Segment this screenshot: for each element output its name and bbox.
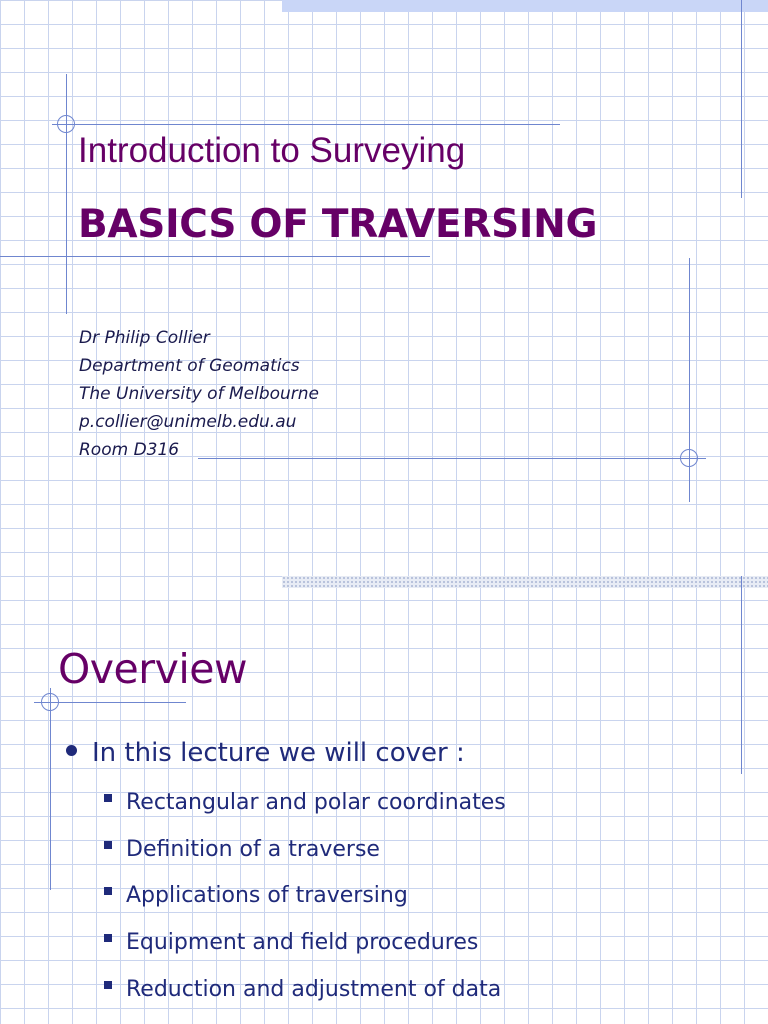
list-item-text: Equipment and field procedures bbox=[126, 930, 479, 955]
decor-hline-top bbox=[52, 124, 560, 125]
decor-circle-top bbox=[57, 115, 75, 133]
decor-hline-mid bbox=[0, 256, 430, 257]
list-item bbox=[104, 790, 506, 815]
main-bullet-text: In this lecture we will cover : bbox=[92, 738, 465, 768]
decor-vline-right-top bbox=[741, 0, 742, 198]
author-email: p.collier@unimelb.edu.au bbox=[79, 412, 297, 432]
list-item bbox=[104, 930, 478, 955]
list-item bbox=[104, 883, 408, 908]
author-name: Dr Philip Collier bbox=[79, 328, 210, 348]
author-university: The University of Melbourne bbox=[79, 384, 320, 404]
author-room: Room D316 bbox=[79, 440, 180, 460]
bullet-dot-icon bbox=[66, 745, 77, 756]
author-block bbox=[79, 324, 319, 464]
decor-vline-left bbox=[66, 74, 67, 314]
decor-vline-left bbox=[50, 688, 51, 890]
square-bullet-icon bbox=[104, 934, 112, 942]
square-bullet-icon bbox=[104, 794, 112, 802]
decor-circle-bottom bbox=[680, 449, 698, 467]
decor-vline-right bbox=[741, 576, 742, 774]
list-item-text: Rectangular and polar coordinates bbox=[126, 790, 506, 815]
list-item bbox=[104, 837, 380, 862]
list-item-text: Definition of a traverse bbox=[126, 837, 380, 862]
top-band bbox=[282, 0, 768, 12]
overview-heading: Overview bbox=[58, 645, 248, 693]
list-item bbox=[104, 977, 501, 1002]
slide-subtitle: Introduction to Surveying bbox=[78, 131, 466, 170]
square-bullet-icon bbox=[104, 981, 112, 989]
list-item-text: Applications of traversing bbox=[126, 883, 408, 908]
list-item-text: Reduction and adjustment of data bbox=[126, 977, 502, 1002]
square-bullet-icon bbox=[104, 887, 112, 895]
square-bullet-icon bbox=[104, 841, 112, 849]
main-bullet bbox=[66, 738, 465, 768]
author-department: Department of Geomatics bbox=[79, 356, 300, 376]
top-band-dotted bbox=[282, 576, 768, 588]
slide-title-heading: BASICS OF TRAVERSING bbox=[78, 202, 598, 247]
